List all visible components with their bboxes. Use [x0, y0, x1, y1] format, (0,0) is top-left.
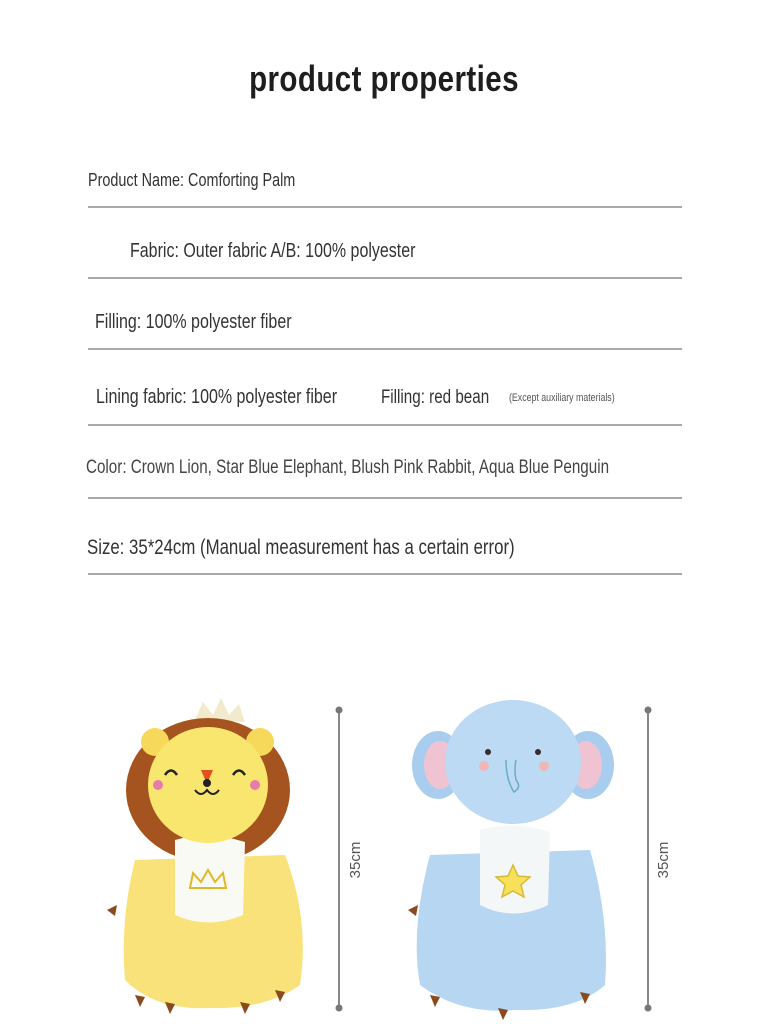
filling-red-bean-text: Filling: red bean: [381, 387, 490, 408]
product-name-text: Product Name: Comforting Palm: [88, 170, 296, 190]
property-row-color: [88, 446, 682, 499]
filling-note-text: (Except auxiliary materials): [509, 392, 615, 404]
property-row-name: [88, 160, 682, 208]
filling-text: Filling: 100% polyester fiber: [95, 311, 292, 333]
height-label: 35cm: [655, 841, 672, 879]
height-ruler: [336, 707, 365, 1012]
property-row-fabric: [88, 229, 682, 279]
crown-lion-image: [95, 690, 375, 1024]
color-text: Color: Crown Lion, Star Blue Elephant, Blush Pink Rabbit, Aqua Blue Penguin: [86, 457, 610, 478]
page-title: product properties: [249, 58, 519, 99]
property-row-lining: [88, 374, 682, 426]
property-row-size: [88, 524, 682, 575]
height-label: 35cm: [347, 841, 364, 879]
star-blue-elephant-image: [400, 690, 690, 1024]
lining-text: Lining fabric: 100% polyester fiber: [96, 386, 338, 408]
property-row-filling: [88, 300, 682, 350]
fabric-text: Fabric: Outer fabric A/B: 100% polyester: [130, 240, 416, 262]
size-text: Size: 35*24cm (Manual measurement has a certain error): [87, 536, 515, 559]
height-ruler: [645, 707, 673, 1012]
